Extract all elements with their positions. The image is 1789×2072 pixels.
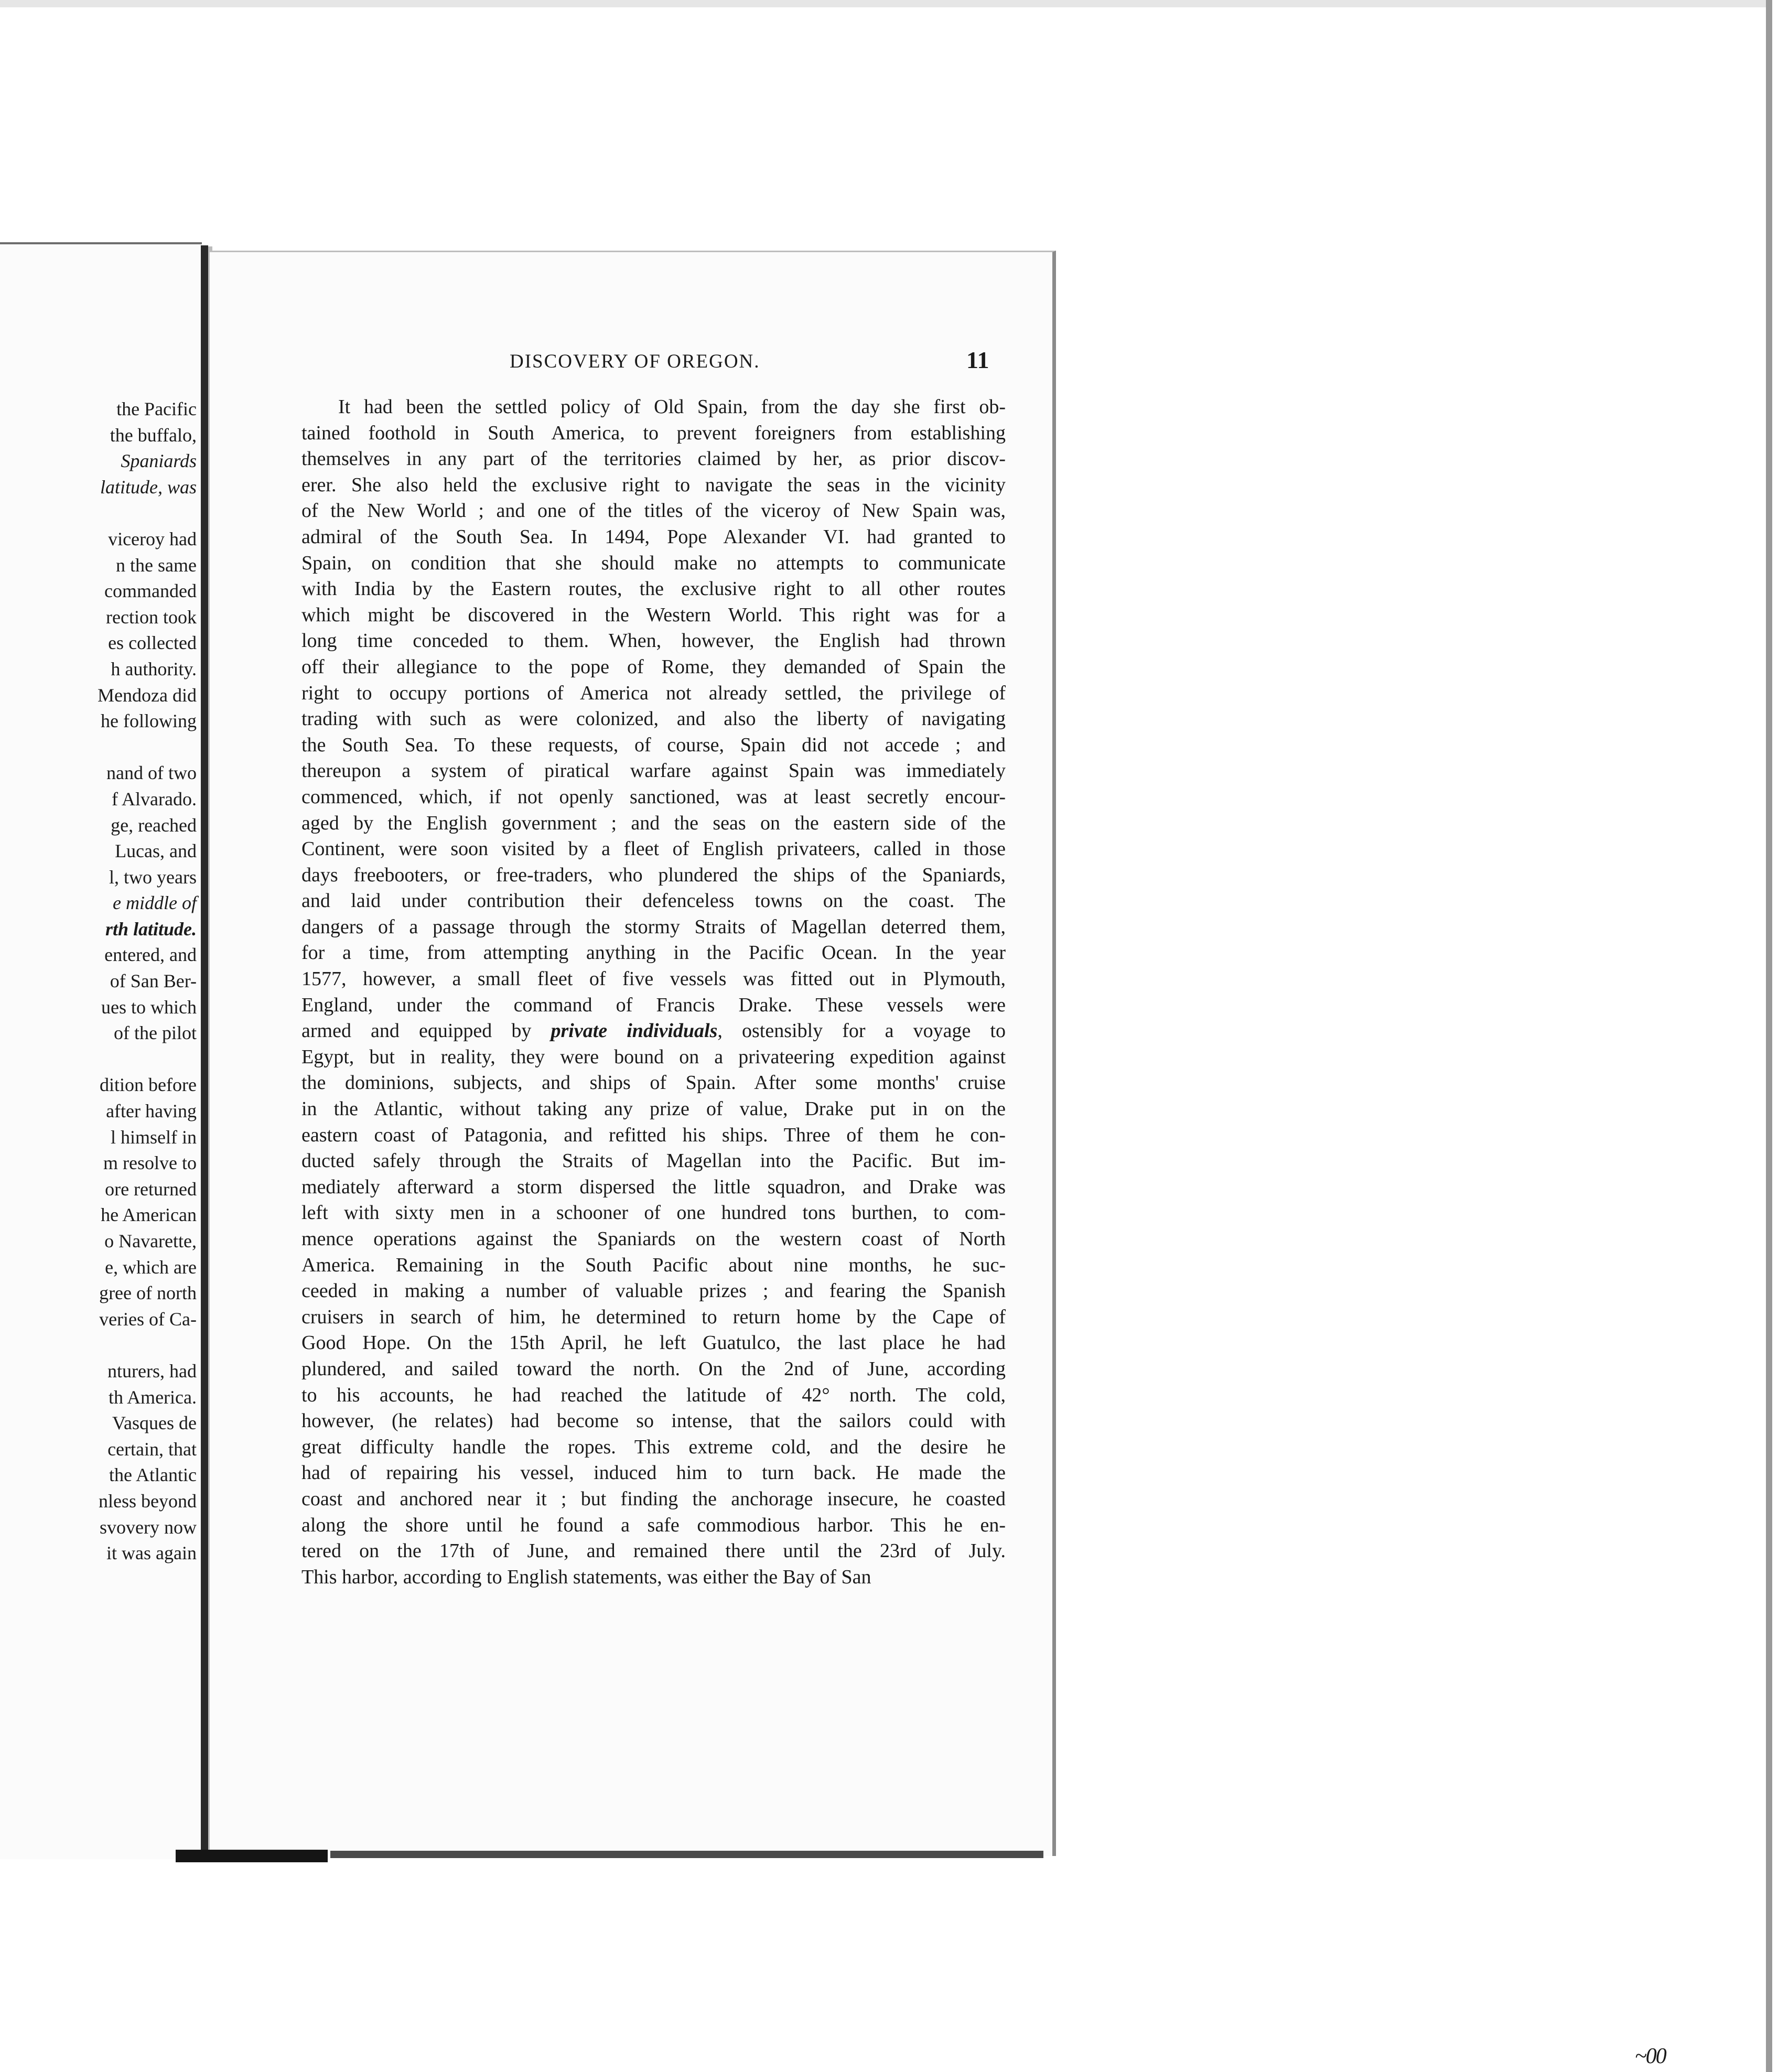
left-page-line: l, two years	[109, 866, 197, 888]
body-line: along the shore until he found a safe commodious harbor. This he en-	[301, 1514, 1006, 1536]
left-page-line: viceroy had	[108, 528, 197, 549]
left-page-line: nturers, had	[107, 1360, 197, 1382]
left-page-line: he American	[101, 1204, 197, 1226]
body-line: Continent, were soon visited by a fleet of English privateers, called in those	[301, 838, 1006, 860]
body-line: the South Sea. To these requests, of course, Spain did not accede ; and	[301, 733, 1006, 756]
left-page-line	[98, 500, 197, 526]
body-text	[301, 394, 1006, 1590]
body-line: tained foothold in South America, to prevent foreigners from establishing	[301, 422, 1006, 444]
body-line: It had been the settled policy of Old Spain, from the day she first ob-	[338, 396, 1006, 418]
left-page-line: ge, reached	[111, 814, 197, 836]
left-page-line: ore returned	[105, 1178, 197, 1200]
left-page-line: nless beyond	[99, 1490, 197, 1512]
left-page-line: the buffalo,	[110, 424, 197, 446]
body-line: of the New World ; and one of the titles of the viceroy of New Spain was,	[301, 500, 1006, 522]
corner-mark: ~00	[1635, 2044, 1666, 2068]
body-line: left with sixty men in a schooner of one hundred tons burthen, to com-	[301, 1202, 1006, 1224]
body-line: great difficulty handle the ropes. This extreme cold, and the desire he	[301, 1436, 1006, 1458]
left-page-line: of the pilot	[114, 1022, 197, 1044]
body-line: cruisers in search of him, he determined to return home by the Cape of	[301, 1305, 1006, 1328]
left-page-line	[98, 1046, 197, 1073]
body-line: thereupon a system of piratical warfare against Spain was immediately	[301, 760, 1006, 782]
body-line: This harbor, according to English statements, was either the Bay of San	[301, 1566, 871, 1588]
left-page-line: o Navarette,	[104, 1231, 197, 1251]
left-page-line: latitude, was	[100, 476, 197, 498]
left-page-line: th America.	[109, 1386, 197, 1408]
left-page-line: l himself in	[111, 1126, 197, 1148]
left-page-line: rection took	[106, 606, 197, 628]
left-page-line: after having	[106, 1100, 197, 1122]
body-line: coast and anchored near it ; but finding the anchorage insecure, he coasted	[301, 1487, 1006, 1510]
left-page-line: of San Ber-	[110, 970, 197, 992]
body-line: ducted safely through the Straits of Magellan into the Pacific. But im-	[301, 1150, 1006, 1172]
body-line: dangers of a passage through the stormy Straits of Magellan deterred them,	[301, 915, 1006, 938]
body-line: trading with such as were colonized, and also the liberty of navigating	[301, 708, 1006, 730]
body-line: admiral of the South Sea. In 1494, Pope Alexander VI. had granted to	[301, 525, 1006, 548]
left-page-text	[98, 396, 197, 1567]
left-page-line: e, which are	[105, 1256, 197, 1278]
left-page-line: dition before	[100, 1074, 197, 1096]
body-line: England, under the command of Francis Drake. These vessels were	[301, 994, 1006, 1016]
left-page-line: ues to which	[101, 996, 197, 1018]
left-page-line: certain, that	[107, 1438, 197, 1460]
body-line: aged by the English government ; and the seas on the eastern side of the	[301, 812, 1006, 834]
left-page-line: Spaniards	[121, 450, 197, 472]
body-line: mediately afterward a storm dispersed the little squadron, and Drake was	[301, 1175, 1006, 1198]
body-line: with India by the Eastern routes, the exclusive right to all other routes	[301, 578, 1006, 600]
body-line: the dominions, subjects, and ships of Spain. After some months' cruise	[301, 1072, 1006, 1094]
left-page-line: svovery now	[100, 1516, 197, 1538]
binding-bar	[176, 1850, 328, 1862]
left-page-line: nand of two	[106, 762, 197, 784]
emphasis: private individuals	[551, 1020, 718, 1042]
body-line: America. Remaining in the South Pacific about nine months, he suc-	[301, 1254, 1006, 1276]
binding-edge	[330, 1851, 1043, 1858]
body-line: erer. She also held the exclusive right to navigate the seas in the vicinity	[301, 473, 1006, 496]
left-page-line: he following	[101, 710, 197, 732]
body-line: eastern coast of Patagonia, and refitted his ships. Three of them he con-	[301, 1124, 1006, 1146]
gutter-line	[201, 245, 208, 1855]
left-page-line: Lucas, and	[115, 840, 197, 862]
left-page-line: es collected	[108, 632, 197, 654]
body-line: which might be discovered in the Western World. This right was for a	[301, 603, 1006, 626]
body-line: mence operations against the Spaniards on the western coast of North	[301, 1228, 1006, 1250]
left-page-line: gree of north	[99, 1282, 197, 1304]
body-line: in the Atlantic, without taking any prize of value, Drake put in on the	[301, 1098, 1006, 1120]
body-line: Good Hope. On the 15th April, he left Guatulco, the last place he had	[301, 1332, 1006, 1354]
left-page-line: n the same	[116, 554, 197, 576]
body-line: for a time, from attempting anything in the Pacific Ocean. In the year	[301, 942, 1006, 964]
left-page	[0, 242, 202, 1859]
left-page-line: m resolve to	[103, 1152, 197, 1174]
left-page-line: veries of Ca-	[99, 1308, 197, 1330]
left-page-line: h authority.	[111, 658, 197, 679]
body-line: to his accounts, he had reached the latitude of 42° north. The cold,	[301, 1384, 1006, 1406]
body-line: had of repairing his vessel, induced him to turn back. He made the	[301, 1462, 1006, 1484]
body-line: plundered, and sailed toward the north. On the 2nd of June, according	[301, 1357, 1006, 1380]
body-line: armed and equipped by private individuals, ostensibly for a voyage to	[301, 1020, 1006, 1042]
left-page-line: Vasques de	[112, 1412, 197, 1434]
body-line: 1577, however, a small fleet of five vessels was fitted out in Plymouth,	[301, 968, 1006, 990]
scanner-edge-right	[1766, 0, 1772, 2072]
body-line: however, (he relates) had become so intense, that the sailors could with	[301, 1410, 1006, 1432]
left-page-line: commanded	[104, 580, 197, 602]
running-head	[0, 347, 1789, 382]
body-line: Egypt, but in reality, they were bound on a privateering expedition against	[301, 1045, 1006, 1068]
left-page-line	[98, 1332, 197, 1358]
left-page-line	[98, 735, 197, 761]
body-line: right to occupy portions of America not already settled, the privilege of	[301, 682, 1006, 704]
running-title: DISCOVERY OF OREGON.	[510, 351, 760, 372]
scanner-edge-top	[0, 0, 1772, 7]
body-line: themselves in any part of the territories claimed by her, as prior discov-	[301, 448, 1006, 470]
left-page-line: rth latitude.	[105, 918, 197, 940]
body-line: tered on the 17th of June, and remained there until the 23rd of July.	[301, 1540, 1006, 1562]
left-page-line: entered, and	[104, 944, 197, 966]
left-page-line: f Alvarado.	[112, 788, 197, 810]
left-page-line: the Atlantic	[109, 1464, 197, 1486]
left-page-line: it was again	[106, 1542, 197, 1564]
body-line: commenced, which, if not openly sanctioned, was at least secretly encour-	[301, 785, 1006, 808]
body-line: days freebooters, or free-traders, who plundered the ships of the Spaniards,	[301, 864, 1006, 886]
body-line: and laid under contribution their defenceless towns on the coast. The	[301, 890, 1006, 912]
body-line: long time conceded to them. When, however, the English had thrown	[301, 630, 1006, 652]
body-line: Spain, on condition that she should make no attempts to communicate	[301, 552, 1006, 574]
body-line: ceeded in making a number of valuable prizes ; and fearing the Spanish	[301, 1280, 1006, 1302]
left-page-line: Mendoza did	[98, 684, 197, 706]
left-page-line: e middle of	[113, 892, 197, 914]
left-page-line: the Pacific	[116, 398, 197, 419]
page-number: 11	[966, 347, 989, 373]
body-line: off their allegiance to the pope of Rome, they demanded of Spain the	[301, 655, 1006, 678]
